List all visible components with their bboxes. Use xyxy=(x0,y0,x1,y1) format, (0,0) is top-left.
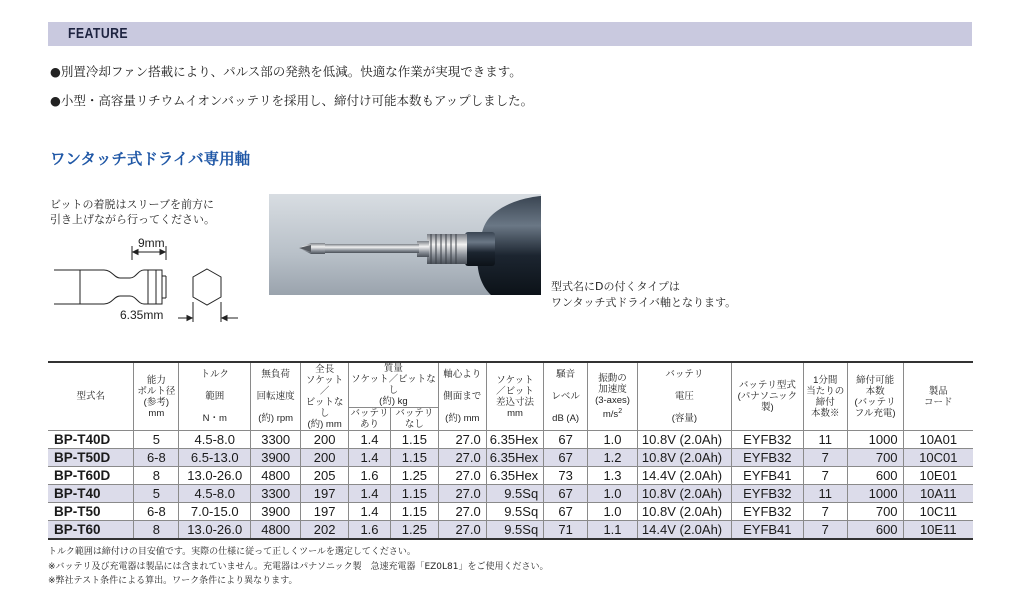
table-cell: 27.0 xyxy=(438,485,486,503)
table-cell: 11 xyxy=(803,485,847,503)
model-cell: BP-T60D xyxy=(54,468,111,483)
photo-note xyxy=(551,279,736,311)
table-cell: 10A01 xyxy=(903,431,973,449)
table-cell: 1.15 xyxy=(390,431,438,449)
table-cell: EYFB32 xyxy=(731,503,803,521)
table-cell: 67 xyxy=(544,431,588,449)
table-cell: 3300 xyxy=(251,431,301,449)
table-cell: 10A11 xyxy=(903,485,973,503)
table-cell: 73 xyxy=(544,467,588,485)
driver-photo xyxy=(269,194,541,295)
table-cell: 197 xyxy=(301,485,349,503)
table-cell: 14.4V (2.0Ah) xyxy=(637,521,731,539)
table-cell: 13.0-26.0 xyxy=(179,467,251,485)
th-side: 軸心より 側面まで (約) mm xyxy=(438,362,486,431)
table-cell: 10E11 xyxy=(903,521,973,539)
table-cell: 1.0 xyxy=(588,485,638,503)
table-cell: 1.4 xyxy=(349,431,391,449)
table-cell: 600 xyxy=(847,521,903,539)
th-noise: 騒音 レベル dB (A) xyxy=(544,362,588,431)
table-cell: 1.4 xyxy=(349,503,391,521)
table-cell: 200 xyxy=(301,431,349,449)
table-cell: 3900 xyxy=(251,503,301,521)
photo-note-line-1: 型式名にDの付くタイプは xyxy=(551,280,680,293)
th-socket: ソケット ／ビット 差込寸法 mm xyxy=(486,362,543,431)
bit-note-line-1: ビットの着脱はスリーブを前方に xyxy=(50,198,215,211)
dim-9mm-label: 9mm xyxy=(138,236,165,250)
table-cell: 6.35Hex xyxy=(486,431,543,449)
table-cell: 67 xyxy=(544,485,588,503)
th-length: 全長 ソケット／ ビットなし (約) mm xyxy=(301,362,349,431)
table-cell: 700 xyxy=(847,503,903,521)
table-cell: 27.0 xyxy=(438,521,486,539)
table-cell: 1.4 xyxy=(349,449,391,467)
table-cell: 10E01 xyxy=(903,467,973,485)
table-cell: 8 xyxy=(134,467,179,485)
section-title: ワンタッチ式ドライバ専用軸 xyxy=(50,150,251,168)
dim-635mm-label: 6.35mm xyxy=(120,308,164,322)
table-cell: 10.8V (2.0Ah) xyxy=(637,485,731,503)
table-cell: 5 xyxy=(134,431,179,449)
feature-title: FEATURE xyxy=(68,25,129,42)
table-cell: 10C11 xyxy=(903,503,973,521)
feature-line-1: ●別置冷却ファン搭載により、パルス部の発熱を低減。快適な作業が実現できます。 xyxy=(50,64,522,79)
model-cell: BP-T50D xyxy=(48,449,134,467)
th-capacity: 能力 ボルト径 (参考) mm xyxy=(134,362,179,431)
table-cell: 10.8V (2.0Ah) xyxy=(637,431,731,449)
table-cell: 205 xyxy=(301,467,349,485)
table-cell: 1000 xyxy=(847,431,903,449)
table-cell: 67 xyxy=(544,503,588,521)
table-cell: 1000 xyxy=(847,485,903,503)
table-cell: 4.5-8.0 xyxy=(179,485,251,503)
table-cell: 1.1 xyxy=(588,521,638,539)
table-cell: 71 xyxy=(544,521,588,539)
table-cell: 27.0 xyxy=(438,467,486,485)
feature-bar xyxy=(48,22,972,46)
table-cell: 9.5Sq xyxy=(486,503,543,521)
table-cell: 1.15 xyxy=(390,503,438,521)
table-cell: 1.6 xyxy=(349,467,391,485)
table-cell: 10.8V (2.0Ah) xyxy=(637,449,731,467)
table-row xyxy=(48,449,973,467)
th-code: 製品 コード xyxy=(903,362,973,431)
table-row xyxy=(48,467,973,485)
photo-note-line-2: ワンタッチ式ドライバ軸となります。 xyxy=(551,296,737,309)
th-weight-without: バッテリなし xyxy=(390,408,438,431)
table-row xyxy=(48,521,973,539)
table-cell: 10C01 xyxy=(903,449,973,467)
table-cell: 1.0 xyxy=(588,503,638,521)
table-cell: 27.0 xyxy=(438,503,486,521)
model-cell: BP-T50 xyxy=(54,504,101,519)
table-cell: 1.25 xyxy=(390,467,438,485)
table-cell: 27.0 xyxy=(438,449,486,467)
table-cell: 3900 xyxy=(251,449,301,467)
table-cell: 9.5Sq xyxy=(486,485,543,503)
table-cell: EYFB32 xyxy=(731,485,803,503)
footnotes xyxy=(48,545,549,589)
table-cell: 4.5-8.0 xyxy=(179,431,251,449)
table-cell: 9.5Sq xyxy=(486,521,543,539)
table-cell: 6-8 xyxy=(134,449,179,467)
table-row xyxy=(48,503,973,521)
table-cell: 67 xyxy=(544,449,588,467)
table-cell: 202 xyxy=(301,521,349,539)
table-cell: 4800 xyxy=(251,467,301,485)
th-vibration: 振動の 加速度 (3-axes) $m/s^2$ xyxy=(588,362,638,431)
table-cell: 10.8V (2.0Ah) xyxy=(637,503,731,521)
th-per-charge: 締付可能 本数 (バッテリ フル充電) xyxy=(847,362,903,431)
table-row xyxy=(48,485,973,503)
table-cell: 6.5-13.0 xyxy=(179,449,251,467)
bit-note xyxy=(50,197,215,227)
table-cell: 7.0-15.0 xyxy=(179,503,251,521)
footnote-2: ※バッテリ及び充電器は製品には含まれていません。充電器はパナソニック製 急速充電器「EZ0L81」をご使用ください。 xyxy=(48,561,549,572)
table-cell: 4800 xyxy=(251,521,301,539)
table-cell: 5 xyxy=(134,485,179,503)
table-cell: 6.35Hex xyxy=(486,467,543,485)
table-cell: 7 xyxy=(803,467,847,485)
table-cell: 1.25 xyxy=(390,521,438,539)
bit-note-line-2: 引き上げながら行ってください。 xyxy=(50,213,215,226)
table-cell: 1.0 xyxy=(588,431,638,449)
th-model: 型式名 xyxy=(48,362,134,431)
th-torque: トルク 範囲 N・m xyxy=(179,362,251,431)
table-cell: EYFB41 xyxy=(731,467,803,485)
table-cell: 200 xyxy=(301,449,349,467)
table-cell: 700 xyxy=(847,449,903,467)
table-cell: 11 xyxy=(803,431,847,449)
table-cell: EYFB41 xyxy=(731,521,803,539)
table-row xyxy=(48,431,973,449)
table-cell: 7 xyxy=(803,449,847,467)
table-cell: 600 xyxy=(847,467,903,485)
spec-table xyxy=(48,361,973,540)
table-cell: 13.0-26.0 xyxy=(179,521,251,539)
th-battery: バッテリ型式 (パナソニック製) xyxy=(731,362,803,431)
th-weight-with: バッテリあり xyxy=(350,408,389,430)
table-cell: 1.3 xyxy=(588,467,638,485)
model-cell: BP-T60 xyxy=(48,521,134,539)
model-cell: BP-T40D xyxy=(54,432,111,447)
table-cell: 8 xyxy=(134,521,179,539)
table-cell: 1.15 xyxy=(390,449,438,467)
table-cell: 7 xyxy=(803,503,847,521)
table-cell: 6.35Hex xyxy=(486,449,543,467)
spec-table-body xyxy=(48,431,973,539)
table-cell: 3300 xyxy=(251,485,301,503)
table-cell: 1.4 xyxy=(349,485,391,503)
table-cell: 1.2 xyxy=(588,449,638,467)
table-cell: EYFB32 xyxy=(731,449,803,467)
table-cell: 7 xyxy=(803,521,847,539)
footnote-1: トルク範囲は締付けの目安値です。実際の仕様に従って正しくツールを選定してください。 xyxy=(48,547,416,557)
table-cell: 197 xyxy=(301,503,349,521)
th-voltage: バッテリ 電圧 (容量) xyxy=(637,362,731,431)
model-cell: BP-T40 xyxy=(48,485,134,503)
table-cell: 6-8 xyxy=(134,503,179,521)
th-weight: 質量 ソケット／ビットなし (約) kg xyxy=(349,362,439,408)
feature-line-2: ●小型・高容量リチウムイオンバッテリを採用し、締付け可能本数もアップしました。 xyxy=(50,93,534,108)
th-speed: 無負荷 回転速度 (約) rpm xyxy=(251,362,301,431)
table-cell: 1.15 xyxy=(390,485,438,503)
table-cell: 14.4V (2.0Ah) xyxy=(637,467,731,485)
table-cell: 27.0 xyxy=(438,431,486,449)
th-per-min: 1分間 当たりの 締付 本数※ xyxy=(803,362,847,431)
table-cell: 1.6 xyxy=(349,521,391,539)
footnote-3: ※弊社テスト条件による算出。ワーク条件により異なります。 xyxy=(48,576,298,586)
table-cell: EYFB32 xyxy=(731,431,803,449)
